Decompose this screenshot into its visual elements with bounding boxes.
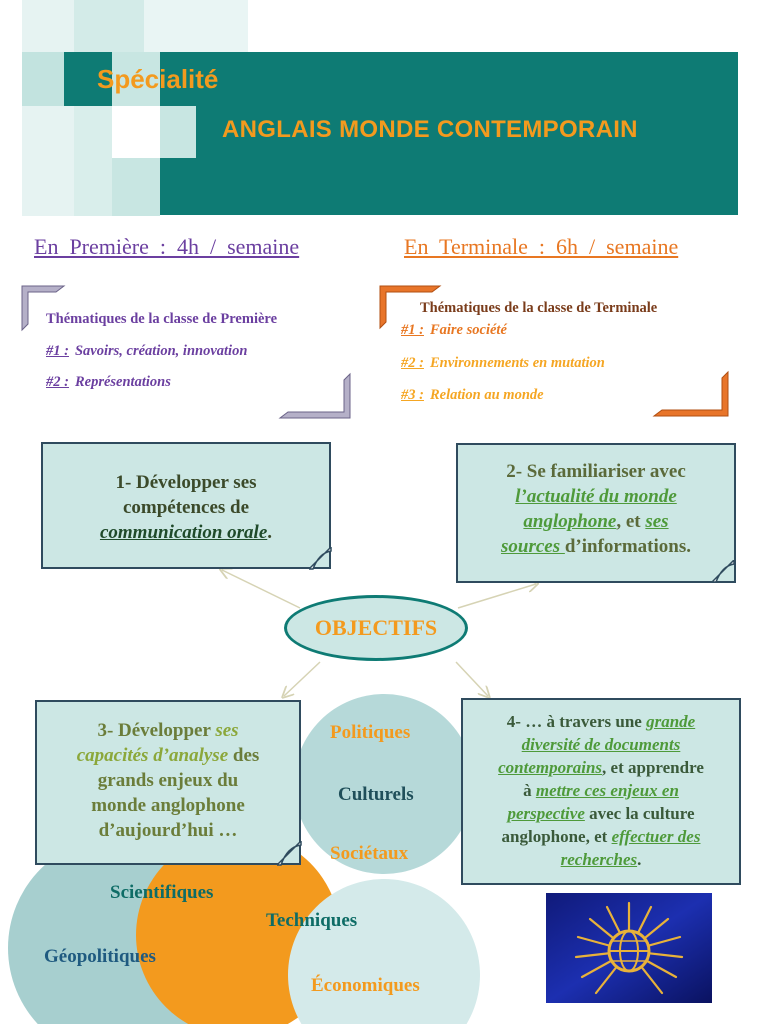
decor-square	[22, 0, 74, 216]
objective-1-note: 1- Développer ses compétences de communication orale.	[41, 442, 331, 569]
word-techniques: Techniques	[266, 910, 358, 931]
objective-4-note: 4- … à travers une grande diversité de documents contemporains, et apprendre à mettre ces enjeux en perspective avec la culture anglophone, et effectuer des recherches.	[461, 698, 741, 885]
decor-square	[74, 0, 144, 52]
premiere-theme-2: #2 : Représentations	[46, 374, 171, 390]
word-societaux: Sociétaux	[330, 843, 409, 864]
decor-square	[160, 106, 196, 158]
terminale-theme-2: #2 : Environnements en mutation	[401, 355, 605, 371]
word-politiques: Politiques	[330, 722, 411, 743]
premiere-themes-title: Thématiques de la classe de Première	[46, 311, 278, 327]
terminale-theme-1: #1 : Faire société	[401, 322, 507, 338]
objective-3-note: 3- Développer ses capacités d’analyse des grands enjeux du monde anglophone d’aujourd’hui …	[35, 700, 301, 865]
decor-square	[144, 0, 248, 52]
page-curl-icon	[712, 560, 736, 584]
hours-premiere: En Première : 4h / semaine	[34, 234, 300, 259]
premiere-theme-1: #1 : Savoirs, création, innovation	[46, 343, 248, 359]
page-subtitle: Spécialité	[97, 64, 219, 94]
decor-square	[22, 52, 64, 106]
word-economiques: Économiques	[311, 975, 420, 996]
word-geopolitiques: Géopolitiques	[44, 946, 156, 967]
objective-2-note: 2- Se familiariser avec l’actualité du monde anglophone, et ses sources d’informations.	[456, 443, 736, 583]
page-curl-icon	[309, 547, 333, 571]
decor-square	[112, 158, 160, 216]
word-culturels: Culturels	[338, 784, 414, 805]
hours-terminale: En Terminale : 6h / semaine	[404, 234, 679, 259]
terminale-theme-3: #3 : Relation au monde	[401, 387, 544, 403]
page-curl-icon	[277, 841, 303, 867]
terminale-themes-title: Thématiques de la classe de Terminale	[420, 300, 658, 316]
decor-square	[112, 106, 160, 158]
page-title: ANGLAIS MONDE CONTEMPORAIN	[222, 116, 638, 143]
decor-square	[74, 106, 112, 216]
objectifs-ellipse: OBJECTIFS	[284, 595, 468, 661]
commonwealth-flag-icon	[546, 893, 712, 1003]
word-scientifiques: Scientifiques	[110, 882, 214, 903]
